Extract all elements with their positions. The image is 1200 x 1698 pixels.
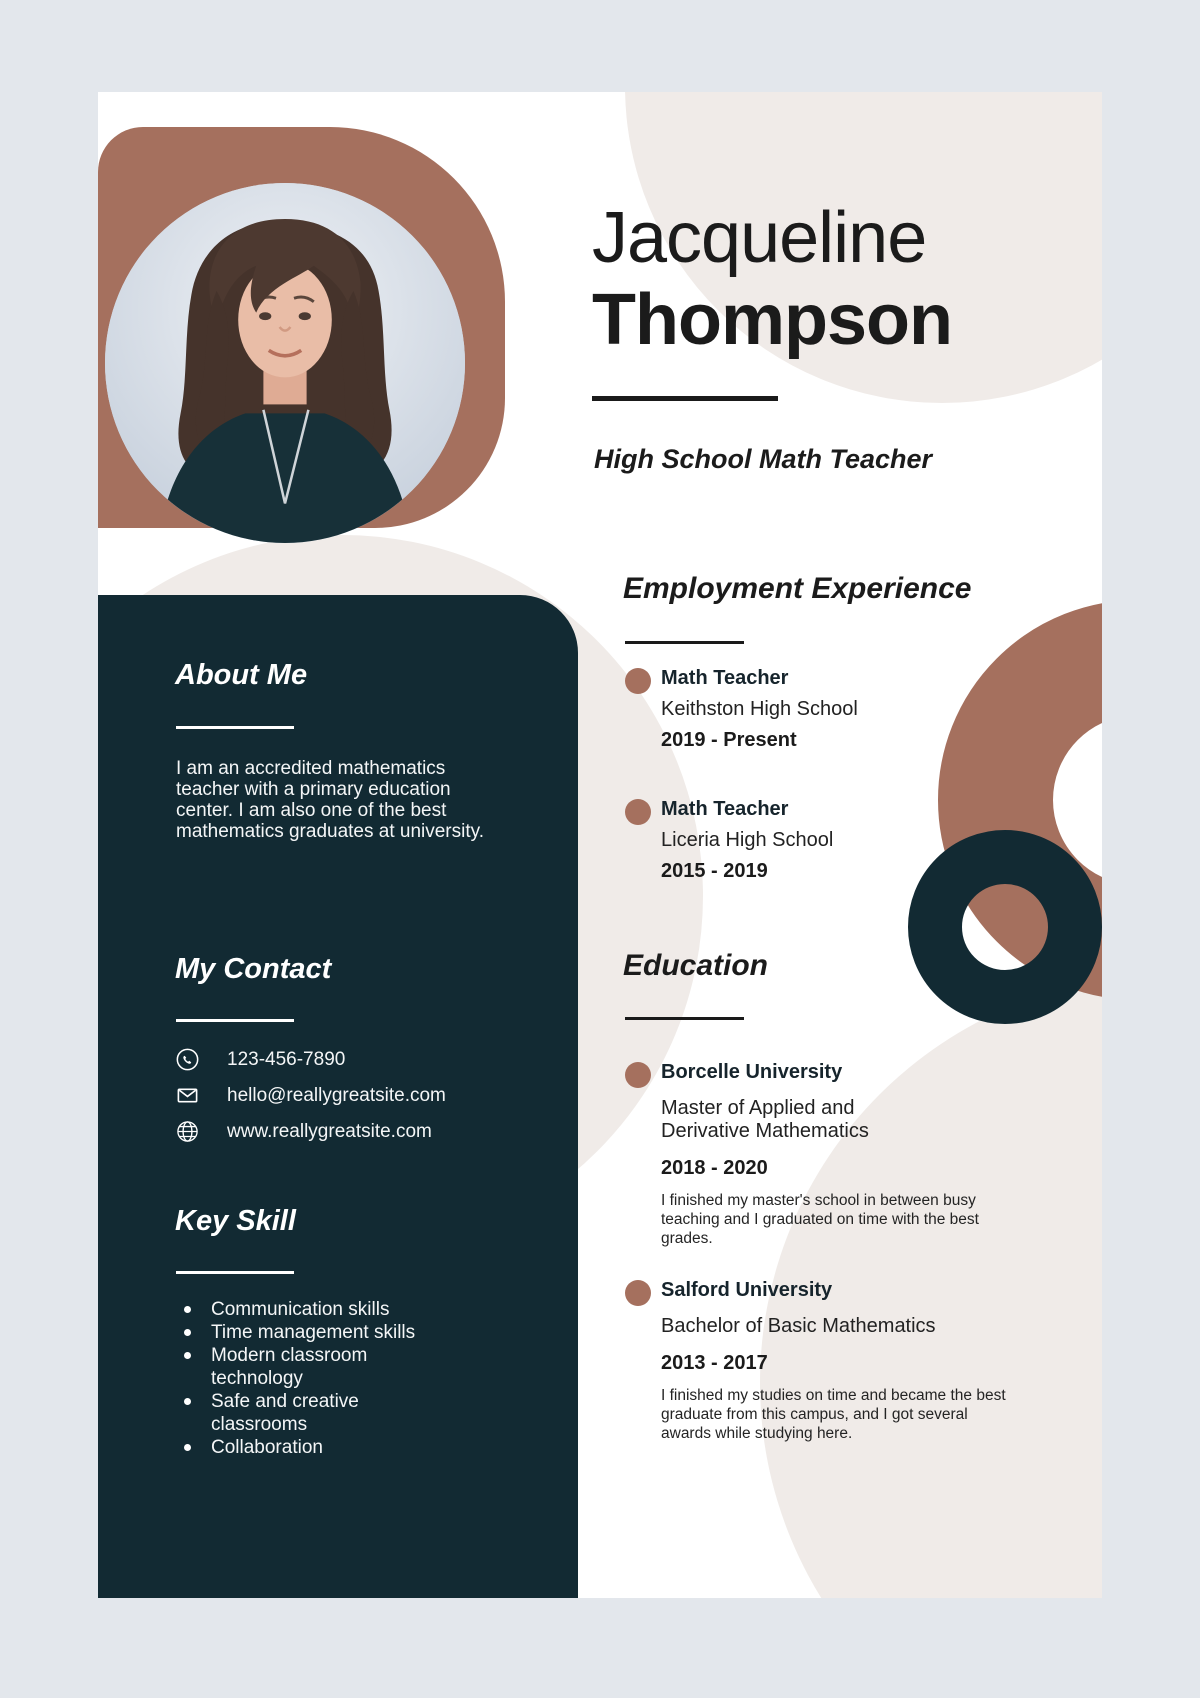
contact-divider [176, 1019, 294, 1022]
skills-list [184, 1298, 449, 1459]
employment-entry [625, 797, 833, 884]
job-entry-period: 2015 - 2019 [661, 860, 768, 882]
education-period: 2013 - 2017 [661, 1352, 768, 1374]
decor-donut-navy [908, 830, 1102, 1024]
entry-bullet-dot [625, 1062, 651, 1088]
job-entry-title: Math Teacher [661, 798, 789, 820]
entry-bullet-dot [625, 799, 651, 825]
skill-label: Time management skills [211, 1322, 416, 1343]
phone-number: 123-456-7890 [227, 1048, 346, 1070]
about-divider [176, 726, 294, 729]
contact-row-website [176, 1120, 446, 1143]
school-name: Salford University [661, 1279, 833, 1301]
skill-item [184, 1298, 449, 1321]
mail-icon [176, 1084, 199, 1107]
name-divider [592, 396, 778, 401]
skill-label: Modern classroom technology [211, 1345, 368, 1389]
about-text: I am an accredited mathematics teacher with a primary education center. I am also one of the best mathematics graduates at university. [176, 758, 485, 842]
skill-item [184, 1321, 449, 1344]
resume-page [98, 92, 1102, 1598]
employment-divider [625, 641, 744, 644]
education-heading: Education [623, 949, 769, 982]
sidebar-panel [98, 595, 578, 1598]
job-entry-period: 2019 - Present [661, 729, 797, 751]
entry-bullet-dot [625, 668, 651, 694]
profile-photo [105, 183, 465, 543]
skill-label: Collaboration [211, 1437, 323, 1458]
education-divider [625, 1017, 744, 1020]
portrait-illustration [105, 183, 465, 543]
globe-icon [176, 1120, 199, 1143]
education-entry [625, 1060, 1019, 1248]
job-title: High School Math Teacher [594, 444, 933, 474]
first-name: Jacqueline [592, 198, 927, 279]
education-description: I finished my studies on time and became the best graduate from this campus, and I got several awards while studying here. [661, 1387, 1006, 1442]
email-address: hello@reallygreatsite.com [227, 1084, 446, 1106]
skills-heading: Key Skill [175, 1205, 296, 1237]
contact-heading: My Contact [175, 953, 332, 985]
contact-list [176, 1048, 446, 1156]
job-entry-organization: Liceria High School [661, 829, 834, 851]
skill-label: Communication skills [211, 1299, 390, 1320]
photo-frame [98, 127, 505, 528]
entry-bullet-dot [625, 1280, 651, 1306]
employment-entry [625, 666, 858, 753]
school-name: Borcelle University [661, 1061, 843, 1083]
education-description: I finished my master's school in between busy teaching and I graduated on time with the best grades. [661, 1192, 979, 1247]
last-name: Thompson [592, 280, 952, 361]
bullet-dot [184, 1444, 191, 1451]
job-entry-title: Math Teacher [661, 667, 789, 689]
contact-row-email [176, 1084, 446, 1107]
employment-heading: Employment Experience [623, 572, 972, 605]
education-period: 2018 - 2020 [661, 1157, 768, 1179]
skill-label: Safe and creative classrooms [211, 1391, 359, 1435]
website-url: www.reallygreatsite.com [227, 1120, 432, 1142]
degree-name: Bachelor of Basic Mathematics [661, 1315, 936, 1337]
skill-item [184, 1436, 449, 1459]
skills-divider [176, 1271, 294, 1274]
bullet-dot [184, 1398, 191, 1405]
person-name [592, 197, 952, 361]
phone-icon [176, 1048, 199, 1071]
degree-name: Master of Applied and Derivative Mathematics [661, 1097, 869, 1142]
bullet-dot [184, 1352, 191, 1359]
contact-row-phone [176, 1048, 446, 1071]
skill-item [184, 1390, 449, 1436]
about-heading: About Me [175, 659, 308, 691]
bullet-dot [184, 1329, 191, 1336]
job-entry-organization: Keithston High School [661, 698, 858, 720]
bullet-dot [184, 1306, 191, 1313]
skill-item [184, 1344, 449, 1390]
education-entry [625, 1278, 1019, 1443]
